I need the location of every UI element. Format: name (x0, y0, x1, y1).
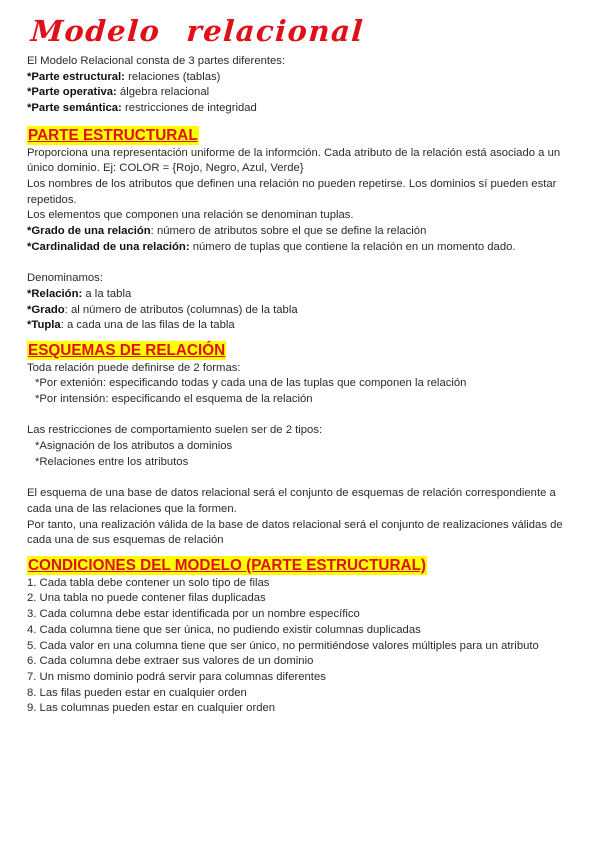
numbered-item: 4. Cada columna tiene que ser única, no pudiendo existir columnas duplicadas (27, 623, 421, 636)
numbered-item: 5. Cada valor en una columna tiene que ser único, no permitiéndose valores múltiples para un atributo (27, 639, 539, 652)
section-heading-condiciones: CONDICIONES DEL MODELO (PARTE ESTRUCTURAL) (28, 557, 427, 575)
intro-item: *Parte estructural: relaciones (tablas) (27, 70, 221, 83)
definition-item: *Relación: a la tabla (27, 287, 132, 300)
paragraph: Las restricciones de comportamiento suelen ser de 2 tipos: (27, 424, 323, 437)
paragraph: Los nombres de los atributos que definen una relación no pueden repetirse. Los dominios sí pueden estar repetidos. (27, 177, 557, 206)
paragraph: Los elementos que componen una relación se denominan tuplas. (27, 209, 354, 222)
numbered-item: 8. Las filas pueden estar en cualquier orden (27, 686, 247, 699)
definition-item: *Tupla: a cada una de las filas de la tabla (27, 319, 235, 332)
intro-line: El Modelo Relacional consta de 3 partes diferentes: (27, 55, 286, 67)
list-item: *Por extenión: especificando todas y cada una de las tuplas que componen la relación (35, 377, 467, 390)
paragraph: Toda relación puede definirse de 2 formas: (27, 361, 241, 374)
numbered-item: 3. Cada columna debe estar identificada por un nombre específico (27, 608, 360, 621)
numbered-item: 2. Una tabla no puede contener filas duplicadas (27, 592, 266, 605)
paragraph: El esquema de una base de datos relacional será el conjunto de esquemas de relación correspondiente a cada una de las relaciones que la formen. (27, 487, 556, 515)
numbered-item: 9. Las columnas pueden estar en cualquier orden (27, 702, 276, 715)
denominamos-line: Denominamos: (27, 272, 103, 285)
section-heading-estructural: PARTE ESTRUCTURAL (28, 126, 198, 144)
page-title (30, 14, 583, 48)
title-word-1: Modelo (29, 14, 162, 48)
definition-item: *Grado: al número de atributos (columnas) de la tabla (27, 303, 298, 316)
numbered-item: 6. Cada columna debe extraer sus valores de un dominio (27, 655, 314, 668)
list-item: *Asignación de los atributos a dominios (35, 440, 233, 453)
numbered-item: 1. Cada tabla debe contener un solo tipo de filas (27, 576, 270, 589)
paragraph: Por tanto, una realización válida de la base de datos relacional será el conjunto de realizaciones válidas de cada una de sus esquemas de relación (27, 518, 563, 547)
section-heading-esquemas: ESQUEMAS DE RELACIÓN (28, 341, 226, 359)
numbered-item: 7. Un mismo dominio podrá servir para columnas diferentes (27, 670, 326, 683)
list-item: *Por intensión: especificando el esquema de la relación (35, 393, 313, 406)
intro-item: *Parte operativa: álgebra relacional (27, 86, 210, 99)
intro-item: *Parte semántica: restricciones de integridad (27, 102, 257, 115)
document-page (27, 14, 582, 717)
definition-grado: *Grado de una relación: número de atributos sobre el que se define la relación (27, 225, 427, 238)
paragraph: Proporciona una representación uniforme de la informción. Cada atributo de la relación está asociado a un único dominio. Ej: COLOR = {Rojo, Negro, Azul, Verde} (27, 146, 561, 175)
list-item: *Relaciones entre los atributos (35, 455, 189, 468)
definition-cardinalidad: *Cardinalidad de una relación: número de tuplas que contiene la relación en un momento dado. (27, 240, 516, 253)
title-word-2: relacional (185, 14, 366, 48)
